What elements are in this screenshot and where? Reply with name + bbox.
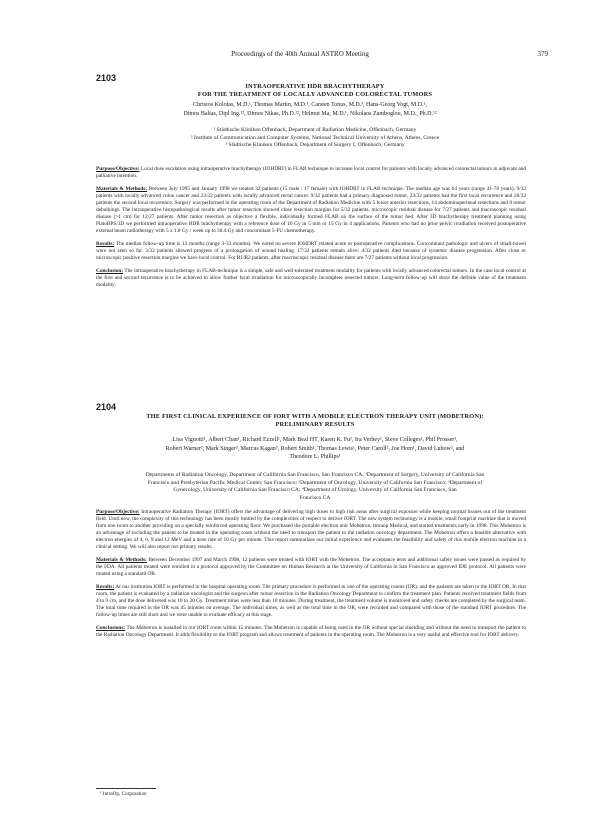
conclusion-paragraph (96, 625, 526, 639)
affiliation-line: Departments of Radiation Oncology, Department of California San Francisco, San Francisco CA; ¹Department of Surgery, University of California San (145, 472, 485, 478)
purpose-paragraph (96, 509, 526, 551)
page-number: 379 (537, 50, 548, 58)
purpose-paragraph (96, 166, 526, 180)
section-label: Purpose/Objective: (96, 509, 140, 515)
title-line: INTRAOPERATIVE HDR BRACHYTHERAPY (245, 83, 385, 90)
conclusion-paragraph (96, 268, 526, 289)
author-list-2103 (110, 101, 510, 118)
title-line: FOR THE TREATMENT OF LOCALLY ADVANCED COLORECTAL TUMORS (197, 91, 433, 98)
section-text: The median follow-up time is 12 months (range 3-33 months). We noted no severe IOHDRT related acute or postoperative complications. Concomitant pathologic and ulcers of small-bowel were not seen so far. 3/32 patients showed progress of a prolongation of wound healing. 17/32 patients remain alive: 4/32 patients died because of systemic disease progression. After close or microscopic positive resection margins we have local control. For R1/R2 patients, after macroscopic residual disease there are 7/27 patients without local progression. (96, 241, 526, 261)
section-label: Conclusion: (96, 268, 124, 274)
section-label: Purpose/Objective: (96, 166, 140, 172)
section-label: Conclusions: (96, 625, 126, 631)
methods-paragraph (96, 186, 526, 235)
title-line: THE FIRST CLINICAL EXPERIENCE OF IORT WITH A MOBILE ELECTRON THERAPY UNIT (MOBETRON): (146, 413, 484, 420)
abstract-number-2104: 2104 (96, 402, 117, 412)
results-paragraph (96, 584, 526, 619)
abstract-number-2103: 2103 (96, 73, 117, 83)
author-line: Christos Kolotas, M.D.¹, Thomas Martin, M.D.¹, Carsten Tonus, M.D.³, Hans-Georg Vogt, M.D.¹, (193, 102, 427, 108)
section-text: Local dose escalation using intraoperative brachytherapy (IOHDRT) in FLAB technique to increase local control for patients with locally advanced colorectal tumors in adjuvant and palliative intention. (96, 166, 526, 179)
affiliations-2103 (110, 127, 520, 150)
author-line: Theodore L. Phillips¹ (289, 454, 341, 460)
affiliation-line: ³ Städtische Kliniken Offenbach, Department of Surgery I, Offenbach, Germany (225, 142, 405, 149)
affiliation-line: Gynecology, University of California San Francisco CA; ⁴Department of Urology, University of California San Francisco, San (173, 487, 457, 494)
section-text: Between December 1997 and March 1998, 12 patients were treated with IORT with the Mobetron. The acceptance tests and additional safety issues were passed as required by the FDA. All patients treated were enrolled in a protocol approved by the Committee on Human Research at the University of California in San Francisco as approved IDE protocol. All patients were treated using a standard OR. (96, 557, 526, 577)
footnote: ¹ IntraOp, Corporation (100, 791, 147, 797)
running-header: Proceedings of the 40th Annual ASTRO Meeting (231, 50, 369, 58)
section-text: At our institution IORT is performed in the hospital operating room. The primary procedure is performed in one of the operating rooms (OR), and the patients are taken to the IORT OR. In that room, the patient is evaluated by a radiation oncologist and the surgeon after tumor resection in the Radiation Oncology Department to confirm the treatment plan. Patients received treatment fields from 4 to 9 cm, and the dose delivered was 10 to 20 Gy. Treatment times were less than 10 minutes. During treatment, the treatment volume is monitored and safety checks are completed by the surgical team. The total time required in the OR was 45 minutes on average. The individual times, as well as the total time in the OR, were recorded and compared with those of the standard IORT procedure. The follow-up times are still short and we were unable to evaluate efficacy at this stage. (96, 584, 526, 618)
section-text: The Mobetron is installed in our IORT room within 15 minutes. The Mobetron is capable of being used in the OR without special shielding and without the need to transport the patient to the Radiation Oncology Department. It adds flexibility to the IORT program and allows treatment of patients in the operating room. The Mobetron is a very useful and effective tool for IORT delivery. (96, 625, 526, 638)
abstract-body-2103 (96, 166, 526, 360)
author-list-2104 (100, 436, 530, 462)
author-line: Dimos Baltas, Dipl Ing.¹², Dimos Nikas, Ph.D.¹², Helmut Ma, M.D.¹, Nikolaos Zamboglou, M.D., Ph.D.¹² (183, 110, 437, 117)
section-label: Materials & Methods: (96, 186, 147, 192)
author-line: Robert Warner², Mark Singer³, Marcus Kagan³, Robert Smith¹, Thomas Lewis¹, Peter Caroll², Joe Hom¹, David Lubow², and (165, 445, 465, 452)
methods-paragraph (96, 557, 526, 578)
affiliation-line: ² Institute of Communication and Computer Systems, National Technical University of Athens, Athens, Greece (190, 134, 440, 141)
affiliations-2104 (100, 472, 530, 502)
title-line: PRELIMINARY RESULTS (275, 421, 355, 428)
abstract-title-2104 (100, 413, 530, 429)
affiliation-line: Francisco CA (299, 494, 331, 501)
affiliation-line: ¹ Städtische Kliniken Offenbach, Department of Radiation Medicine, Offenbach, Germany (213, 127, 417, 133)
section-label: Results: (96, 584, 115, 590)
abstract-body-2104 (96, 509, 526, 781)
section-label: Results: (96, 241, 115, 247)
section-text: Between July 1995 and January 1998 we treated 32 patients (15 male / 17 female) with IOHDRT in FLAB technique. The median age was 64 years (range 41-78 years). 9/32 patients with locally advanced colon cancer and 23/32 patients with locally advanced rectal cancer. 9/32 patients had a primary diagnosed tumor, 23/32 patients had the first local recurrence and 20/32 patients the second local recurrence. Surgery was performed in the operating room of the Department of Radiation Medicine with 5 lower anterior resections, 14 abdominoperineal resections and 8 tumor debulkings. The intraoperative histopathological results after tumor resection showed close resection margins for 5/32 patients, microscopic residual disease for 7/27 patients and macroscopic residual disease (>1 cm) for 12/27 patients. After tumor resection as objective a flexible, individually formed FLAB on the surface of the tumor bed. After 3D brachytherapy treatment planning using PlatoBPS/3D we performed intraoperative HDR brachytherapy with a reference dose of 10 Gy in 5 mm or 15 Gy in 4 applications. Patients who had no prior pelvic irradiation received postoperative external beam radiotherapy with 5 x 1.8 Gy / week up to 30.4 Gy and concomitant 5-FU chemotherapy. (96, 186, 526, 234)
abstract-title-2103 (110, 83, 520, 99)
section-text: The intraoperative brachytherapy in FLAB-technique is a simple, safe and well-tolerated treatment modality for patients with locally advanced colorectal tumors. In the case local control at the first and second recurrence is to be achieved to allow further local irradiation for microscopically incomplete resected tumors. Long-term follow-up will show the definite value of the treatment modality. (96, 268, 526, 288)
results-paragraph (96, 241, 526, 262)
author-line: Lisa Vignotti¹, Albert Chan¹, Richard Ezzell¹, Mark Beal HT, Karen K. Fu¹, Ira Verhey¹, Steve Colleges¹, Phil Prosser¹, (172, 437, 458, 443)
section-text: Intraoperative Radiation Therapy (IORT) offers the advantage of delivering high doses to high risk areas after surgical exposure while keeping normal tissues out of the treatment field. Until now, the complexity of this technology has been mostly limited by the complexities of respect to deliver IORT. The new system technology is a mobile, small footprint machine that is moved from one room to another providing on a specially reinforced operating floor. We purchased the portable electron unit Mobetron, Intraop Medical, and started treatments early in 1998. This Mobetron is an advantage of including the patient to be treated in the operating room without the need to transport the patient to the radiation oncology department. The Mobetron offers a feasible alternative with electron energies of 4, 6, 9 and 12 MeV and a dose rate of 10 Gy per minute. This report summarizes our initial experience and evaluates the feasibility and safety of this mobile electron machine in a clinical setting. We will also report our primary results. (96, 509, 526, 550)
section-label: Materials & Methods: (96, 557, 147, 563)
affiliation-line: Francisco and Presbyterian Pacific Medical Center, San Francisco; ²Department of Oncology, University of California San Francisco; ³Department of (147, 479, 483, 486)
footnote-divider (96, 788, 156, 789)
